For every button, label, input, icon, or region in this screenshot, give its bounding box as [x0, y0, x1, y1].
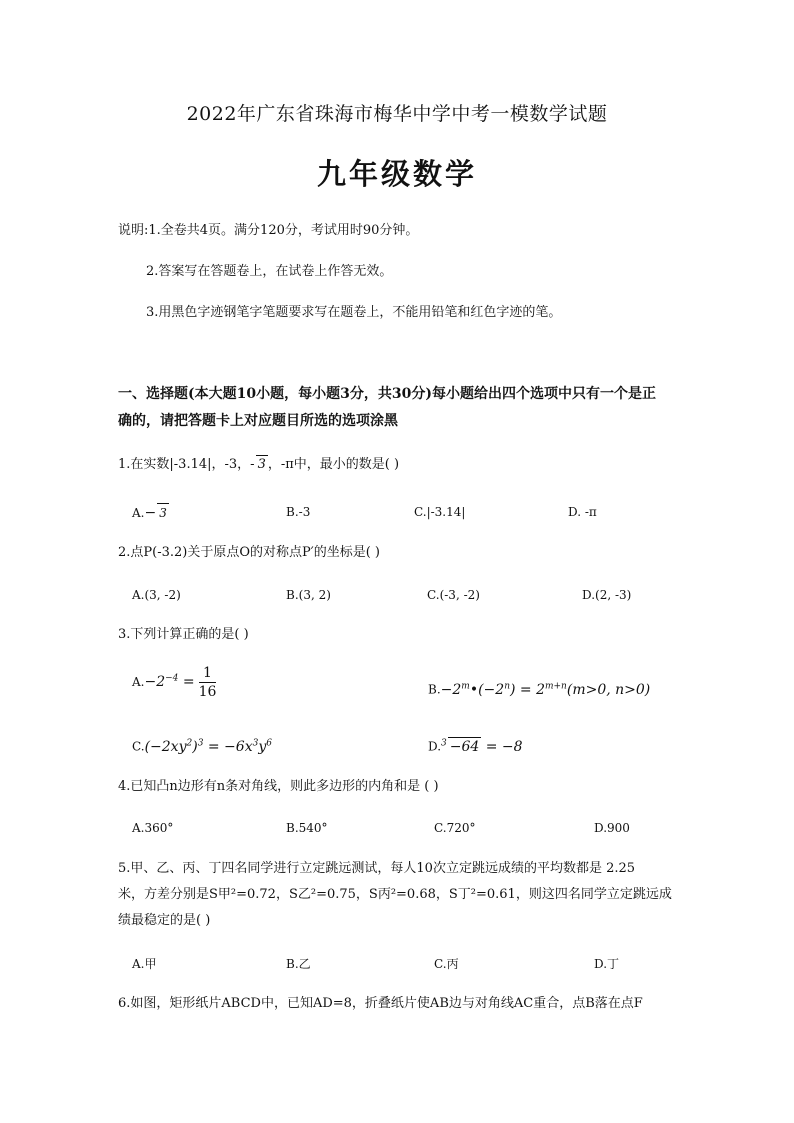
- q1-a-sqrt: 3: [157, 503, 169, 522]
- q3-a-fraction: $\frac{1}{16}$: [198, 665, 217, 700]
- q1-option-d: D. -π: [568, 505, 597, 519]
- section-heading-line1: 一、选择题(本大题10小题，每小题3分，共30分)每小题给出四个选项中只有一个是正: [118, 386, 656, 402]
- question-5-line3: 绩最稳定的是( ): [118, 913, 211, 928]
- q1-option-b: B.-3: [286, 505, 311, 519]
- instruction-2: 2.答案写在答题卷上，在试卷上作答无效。: [146, 264, 393, 279]
- q3-c-label: C.: [132, 739, 145, 754]
- exam-title: 2022年广东省珠海市梅华中学中考一模数学试题: [186, 103, 608, 125]
- question-3-stem: 3.下列计算正确的是( ): [118, 627, 249, 642]
- q1-a-label: A.: [132, 506, 145, 520]
- q1-sqrt: 3: [257, 457, 266, 472]
- q3-d-label: D.: [428, 739, 442, 754]
- question-1-stem: [118, 455, 399, 474]
- q3-c-expr: $(-2xy^2)^3 = -6x^3y^6$: [144, 738, 272, 755]
- q1-a-minus: −: [144, 505, 157, 521]
- question-5-line2: 米，方差分别是S甲²=0.72，S乙²=0.75，S丙²=0.68，S丁²=0.61，则这四名同学立定跳远成: [118, 887, 672, 902]
- q1-stem-post: ，-π中，最小的数是( ): [267, 457, 400, 472]
- instruction-3: 3.用黑色字迹钢笔字笔题要求写在题卷上，不能用铅笔和红色字迹的笔。: [146, 305, 562, 320]
- q3-b-expr: $-2^m•(-2^n) = 2^{m+n}(m>0$, n>0): [440, 681, 651, 698]
- q1-option-a: [132, 503, 169, 522]
- question-5-line1: 5.甲、乙、丙、丁四名同学进行立定跳远测试，每人10次立定跳远成绩的平均数都是 2.25: [118, 861, 636, 876]
- q3-option-c: [132, 734, 272, 756]
- q3-option-d: [428, 734, 523, 756]
- q2-option-a: A.(3, -2): [132, 588, 181, 602]
- q4-option-b: B.540°: [286, 821, 328, 835]
- q5-option-c: C.丙: [434, 957, 459, 971]
- q2-option-c: C.(-3, -2): [427, 588, 480, 602]
- q3-b-label: B.: [428, 682, 441, 697]
- question-4-stem: 4.已知凸n边形有n条对角线，则此多边形的内角和是 ( ): [118, 779, 439, 794]
- q2-option-d: D.(2, -3): [582, 588, 632, 602]
- q4-option-a: A.360°: [132, 821, 174, 835]
- section-heading-line2: 确的，请把答题卡上对应题目所选的选项涂黑: [118, 413, 398, 429]
- q3-option-b: [428, 677, 650, 699]
- q3-a-expr: $-2^{-4}$ =: [144, 673, 195, 690]
- instruction-1: 说明:1.全卷共4页。满分120分，考试用时90分钟。: [118, 223, 419, 238]
- q5-option-b: B.乙: [286, 957, 311, 971]
- q1-option-c: C.|-3.14|: [414, 505, 466, 519]
- q2-option-b: B.(3, 2): [286, 588, 331, 602]
- q3-option-a: [132, 664, 216, 701]
- q5-option-a: A.甲: [132, 957, 157, 971]
- exam-subtitle: 九年级数学: [316, 157, 477, 191]
- q3-a-label: A.: [132, 675, 145, 689]
- q4-option-d: D.900: [594, 821, 630, 835]
- q1-stem-pre: 1.在实数|-3.14|，-3，-: [118, 457, 255, 472]
- question-6-line1: 6.如图，矩形纸片ABCD中，已知AD=8，折叠纸片使AB边与对角线AC重合，点B落在点F: [118, 996, 643, 1011]
- q5-option-d: D.丁: [594, 957, 620, 971]
- q3-d-expr: $^3$ −64 = −8: [441, 738, 523, 755]
- question-2-stem: 2.点P(-3.2)关于原点O的对称点P′的坐标是( ): [118, 545, 380, 560]
- q4-option-c: C.720°: [434, 821, 476, 835]
